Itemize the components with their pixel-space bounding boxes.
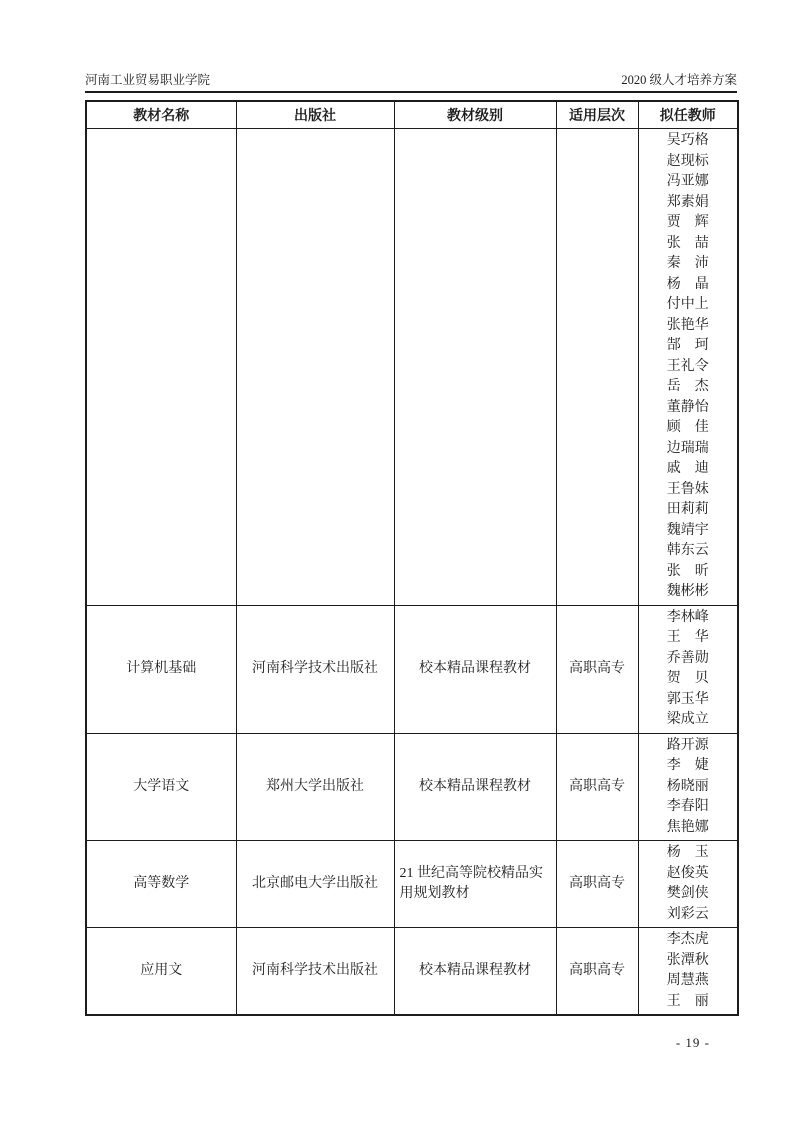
textbook-table xyxy=(85,100,739,1016)
teacher-name: 戚 迪 xyxy=(666,461,709,476)
cell-teachers xyxy=(638,733,738,841)
teacher-name: 赵现标 xyxy=(666,153,709,169)
teacher-name: 董静怡 xyxy=(666,399,709,415)
header-plan-title: 2020 级人才培养方案 xyxy=(621,73,737,87)
cell-tier: 高职高专 xyxy=(556,928,638,1016)
teacher-name: 冯亚娜 xyxy=(666,174,709,189)
cell-teachers xyxy=(638,841,738,928)
column-header-level: 教材级别 xyxy=(394,101,556,129)
teacher-name: 王 丽 xyxy=(666,993,709,1009)
teacher-name: 王鲁妹 xyxy=(666,481,709,497)
cell-tier: 高职高专 xyxy=(556,733,638,841)
teacher-name: 韩东云 xyxy=(666,543,709,558)
cell-teachers xyxy=(638,129,738,606)
cell-textbook-name: 计算机基础 xyxy=(86,605,236,733)
cell-textbook-name: 应用文 xyxy=(86,928,236,1016)
cell-textbook-name: 高等数学 xyxy=(86,841,236,928)
teacher-name: 杨晓丽 xyxy=(666,778,709,794)
teacher-name: 郭玉华 xyxy=(666,691,709,707)
cell-level: 21 世纪高等院校精品实用规划教材 xyxy=(394,841,556,928)
table-row xyxy=(86,733,738,841)
cell-teachers xyxy=(638,605,738,733)
cell-publisher: 河南科学技术出版社 xyxy=(236,605,394,733)
cell-tier: 高职高专 xyxy=(556,605,638,733)
page-header xyxy=(85,72,737,88)
teacher-name: 魏彬彬 xyxy=(666,584,709,599)
cell-textbook-name xyxy=(86,129,236,606)
cell-level: 校本精品课程教材 xyxy=(394,928,556,1016)
teacher-name: 田莉莉 xyxy=(666,502,709,517)
cell-publisher: 北京邮电大学出版社 xyxy=(236,841,394,928)
teacher-name: 贺 贝 xyxy=(666,671,709,686)
teacher-name: 岳 杰 xyxy=(666,379,709,394)
teacher-name: 刘彩云 xyxy=(666,906,709,922)
cell-publisher: 河南科学技术出版社 xyxy=(236,928,394,1016)
teacher-name: 赵俊英 xyxy=(666,865,709,881)
teacher-name: 边瑞瑞 xyxy=(666,440,709,456)
teacher-name: 郜 珂 xyxy=(666,338,709,353)
cell-tier: 高职高专 xyxy=(556,841,638,928)
page-number: - 19 - xyxy=(675,1035,710,1050)
cell-teachers xyxy=(638,928,738,1016)
cell-level: 校本精品课程教材 xyxy=(394,605,556,733)
table-row xyxy=(86,129,738,606)
teacher-name: 路开源 xyxy=(666,737,709,753)
column-header-tier: 适用层次 xyxy=(556,101,638,129)
cell-tier xyxy=(556,129,638,606)
header-divider-line xyxy=(85,91,737,93)
teacher-name: 乔善勋 xyxy=(666,650,709,666)
teacher-name: 李春阳 xyxy=(666,799,709,814)
column-header-teachers: 拟任教师 xyxy=(638,101,738,129)
teacher-name: 魏靖宇 xyxy=(666,522,709,538)
table-body xyxy=(86,129,738,1016)
header-school-name: 河南工业贸易职业学院 xyxy=(85,73,211,87)
teacher-name: 张艳华 xyxy=(666,317,709,333)
cell-textbook-name: 大学语文 xyxy=(86,733,236,841)
teacher-name: 郑素娟 xyxy=(666,194,709,210)
teacher-name: 顾 佳 xyxy=(666,420,709,435)
teacher-name: 贾 辉 xyxy=(666,215,709,230)
table-header-row xyxy=(86,101,738,129)
teacher-name: 李林峰 xyxy=(666,609,709,625)
table-row xyxy=(86,605,738,733)
teacher-name: 樊剑侠 xyxy=(666,886,709,901)
table-row xyxy=(86,841,738,928)
teacher-name: 张 昕 xyxy=(666,563,709,579)
teacher-name: 张 喆 xyxy=(666,235,709,251)
teacher-name: 王礼令 xyxy=(666,358,709,374)
teacher-name: 张潭秋 xyxy=(666,952,709,968)
teacher-name: 吴巧格 xyxy=(666,133,709,148)
teacher-name: 王 华 xyxy=(666,630,709,645)
teacher-name: 李杰虎 xyxy=(666,932,709,947)
teacher-name: 杨 玉 xyxy=(666,845,709,860)
teacher-name: 杨 晶 xyxy=(666,276,709,292)
column-header-textbook-name: 教材名称 xyxy=(86,101,236,129)
teacher-name: 周慧燕 xyxy=(666,973,709,988)
cell-publisher xyxy=(236,129,394,606)
teacher-name: 秦 沛 xyxy=(666,256,709,271)
teacher-name: 李 婕 xyxy=(666,758,709,773)
cell-publisher: 郑州大学出版社 xyxy=(236,733,394,841)
cell-level: 校本精品课程教材 xyxy=(394,733,556,841)
table-row xyxy=(86,928,738,1016)
teacher-name: 焦艳娜 xyxy=(666,819,709,835)
column-header-publisher: 出版社 xyxy=(236,101,394,129)
teacher-name: 付中上 xyxy=(666,297,709,312)
teacher-name: 梁成立 xyxy=(666,712,709,727)
cell-level xyxy=(394,129,556,606)
